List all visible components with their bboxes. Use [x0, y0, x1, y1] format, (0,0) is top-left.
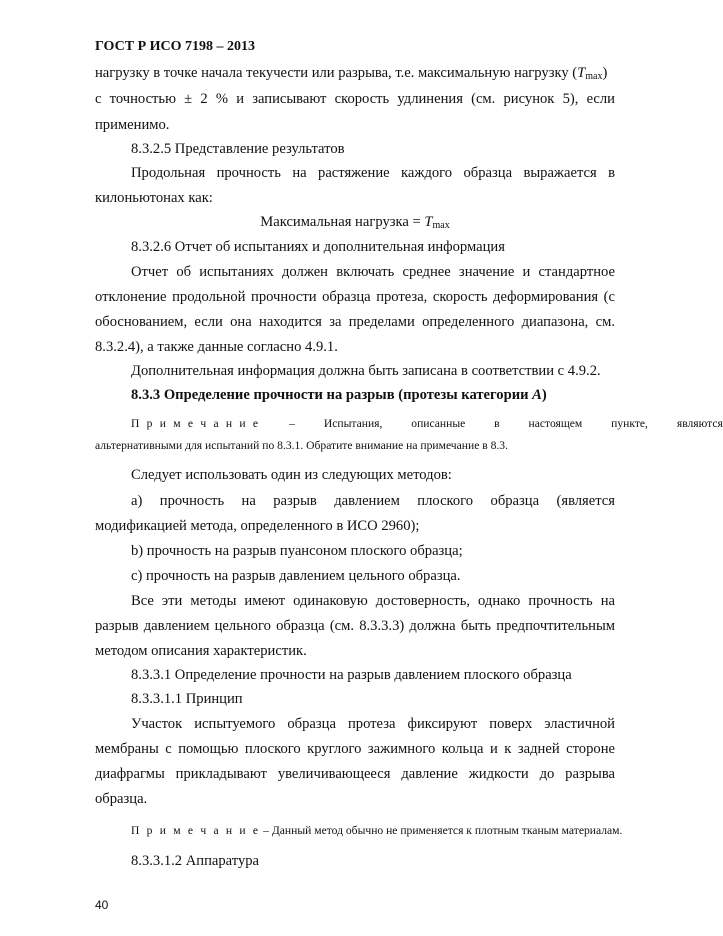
paragraph-line: мембраны с помощью плоского круглого зажимного кольца и к задней стороне [95, 741, 615, 757]
paragraph-line: нагрузку в точке начала текучести или разрыва, т.е. максимальную нагрузку (Tmax) [95, 65, 608, 82]
formula: Максимальная нагрузка = Tmax [260, 214, 450, 231]
paragraph-line: применимо. [95, 117, 170, 133]
paragraph-line: Отчет об испытаниях должен включать среднее значение и стандартное [131, 264, 615, 280]
note-line: альтернативными для испытаний по 8.3.1. Обратите внимание на примечание в 8.3. [95, 439, 509, 452]
paragraph-line: 8.3.2.4), а также данные согласно 4.9.1. [95, 339, 338, 355]
paragraph-line: Следует использовать один из следующих методов: [131, 467, 452, 483]
section-heading-8-3-2-6: 8.3.2.6 Отчет об испытаниях и дополнительная информация [131, 239, 505, 255]
paragraph-line: килоньютонах как: [95, 190, 213, 206]
document-header: ГОСТ Р ИСО 7198 – 2013 [95, 39, 256, 54]
paragraph-line: обоснованием, если она находится за пределами определенного диапазона, см. [95, 314, 615, 330]
paragraph-line: методом описания характеристик. [95, 643, 307, 659]
page-number: 40 [95, 898, 109, 912]
paragraph-line: диафрагмы прикладывают увеличивающееся давление жидкости до разрыва [95, 766, 615, 782]
list-item-b: b) прочность на разрыв пуансоном плоского образца; [131, 543, 463, 559]
section-heading-8-3-3-1: 8.3.3.1 Определение прочности на разрыв давлением плоского образца [131, 667, 572, 683]
list-item-a: a) прочность на разрыв давлением плоского образца (является [131, 493, 615, 509]
paragraph-line: Дополнительная информация должна быть записана в соответствии с 4.9.2. [131, 363, 601, 379]
list-item-c: c) прочность на разрыв давлением цельного образца. [131, 568, 461, 584]
paragraph-line: с точностью ± 2 % и записывают скорость удлинения (см. рисунок 5), если [95, 91, 615, 107]
note-line: П р и м е ч а н и е – Данный метод обычно не применяется к плотным тканым материалам. [131, 824, 623, 837]
section-heading-8-3-3-1-1: 8.3.3.1.1 Принцип [131, 691, 243, 707]
paragraph-line: Продольная прочность на растяжение каждого образца выражается в [131, 165, 615, 181]
paragraph-line: Все эти методы имеют одинаковую достоверность, однако прочность на [131, 593, 615, 609]
section-heading-8-3-2-5: 8.3.2.5 Представление результатов [131, 141, 345, 157]
section-heading-8-3-3-1-2: 8.3.3.1.2 Аппаратура [131, 853, 260, 869]
list-item-a-continuation: модификацией метода, определенного в ИСО 2960); [95, 518, 420, 534]
paragraph-line: отклонение продольной прочности образца протеза, скорость деформирования (с [95, 289, 615, 305]
paragraph-line: образца. [95, 791, 148, 807]
paragraph-line: Участок испытуемого образца протеза фиксируют поверх эластичной [131, 716, 615, 732]
paragraph-line: разрыв давлением цельного образца (см. 8.3.3.3) должна быть предпочтительным [95, 618, 615, 634]
note-line: П р и м е ч а н и е – Испытания, описанные в настоящем пункте, являются [131, 417, 723, 430]
section-heading-8-3-3: 8.3.3 Определение прочности на разрыв (протезы категории А) [131, 387, 547, 403]
